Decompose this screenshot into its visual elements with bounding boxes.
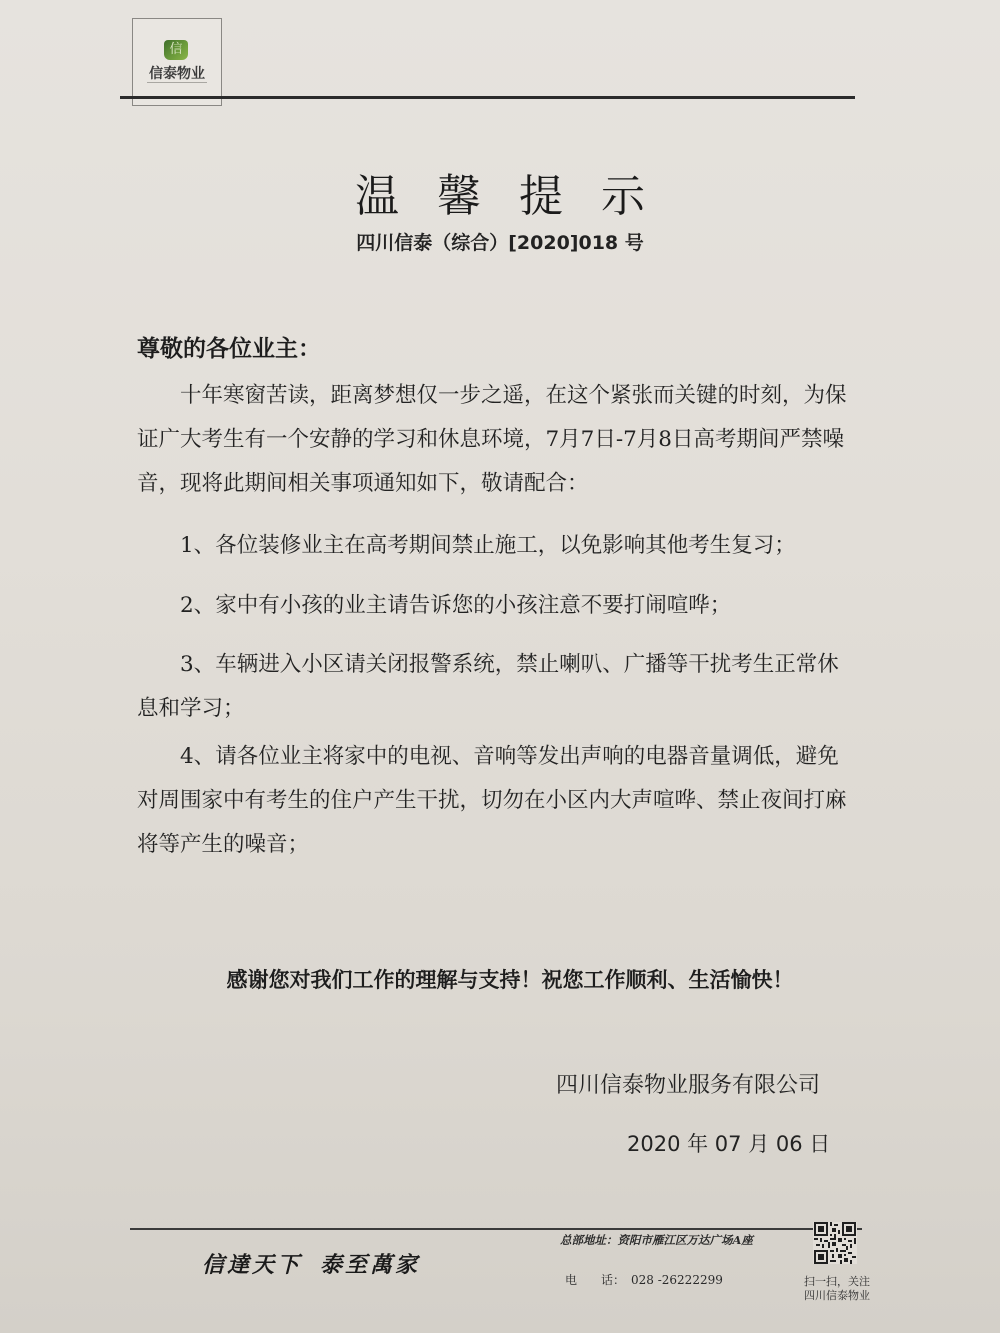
notice-item-3 <box>137 643 857 731</box>
item-text: 家中有小孩的业主请告诉您的小孩注意不要打闹喧哗； <box>215 593 732 618</box>
notice-item-2 <box>137 584 857 628</box>
salutation: 尊敬的各位业主： <box>137 336 321 362</box>
qr-caption-line-2: 四川信泰物业 <box>804 1289 870 1302</box>
headquarters-address <box>560 1232 753 1248</box>
page-title: 温馨提示 <box>355 171 683 222</box>
item-number: 4、 <box>180 744 216 769</box>
intro-paragraph: 十年寒窗苦读，距离梦想仅一步之遥，在这个紧张而关键的时刻，为保证广大考生有一个安静的学习和休息环境，7月7日-7月8日高考期间严禁噪音，现将此期间相关事项通知如下，敬请配合： <box>137 383 847 496</box>
phone-label-2: 话： <box>601 1273 626 1287</box>
item-text: 请各位业主将家中的电视、音响等发出声响的电器音量调低，避免对周围家中有考生的住户产生干扰，切勿在小区内大声喧哗、禁止夜间打麻将等产生的噪音； <box>137 744 847 857</box>
address-label: 总部地址： <box>560 1233 618 1247</box>
notice-item-1 <box>137 524 857 568</box>
header-divider <box>120 96 855 99</box>
company-logo <box>132 18 222 106</box>
company-slogan <box>202 1248 420 1279</box>
phone-number: 028 -26222299 <box>631 1273 723 1287</box>
item-number: 2、 <box>180 593 216 618</box>
address-value: 资阳市雁江区万达广场A座 <box>617 1233 753 1247</box>
leaf-logo-icon: 信 <box>164 40 188 60</box>
issue-date: 2020 年 07 月 06 日 <box>627 1132 831 1156</box>
item-text: 车辆进入小区请关闭报警系统，禁止喇叭、广播等干扰考生正常休息和学习； <box>137 652 839 721</box>
footer-divider <box>130 1228 862 1230</box>
qr-caption-line-1: 扫一扫，关注 <box>804 1275 870 1288</box>
qr-caption <box>802 1275 872 1303</box>
phone-label-1: 电 <box>565 1273 578 1287</box>
contact-phone <box>565 1271 723 1288</box>
logo-text: 信泰物业 <box>149 66 205 82</box>
item-number: 3、 <box>180 652 216 677</box>
notice-item-4 <box>137 735 857 867</box>
slogan-part-1: 信達天下 <box>202 1252 303 1278</box>
company-signature: 四川信泰物业服务有限公司 <box>556 1073 821 1098</box>
logo-underline <box>147 82 207 86</box>
slogan-part-2: 泰至萬家 <box>320 1252 421 1278</box>
thanks-line: 感谢您对我们工作的理解与支持！祝您工作顺利、生活愉快！ <box>226 968 794 992</box>
qr-code-icon[interactable] <box>813 1222 857 1264</box>
document-number: 四川信泰（综合）[2020]018 号 <box>356 232 644 254</box>
item-text: 各位装修业主在高考期间禁止施工，以免影响其他考生复习； <box>215 533 796 558</box>
item-number: 1、 <box>180 533 216 558</box>
